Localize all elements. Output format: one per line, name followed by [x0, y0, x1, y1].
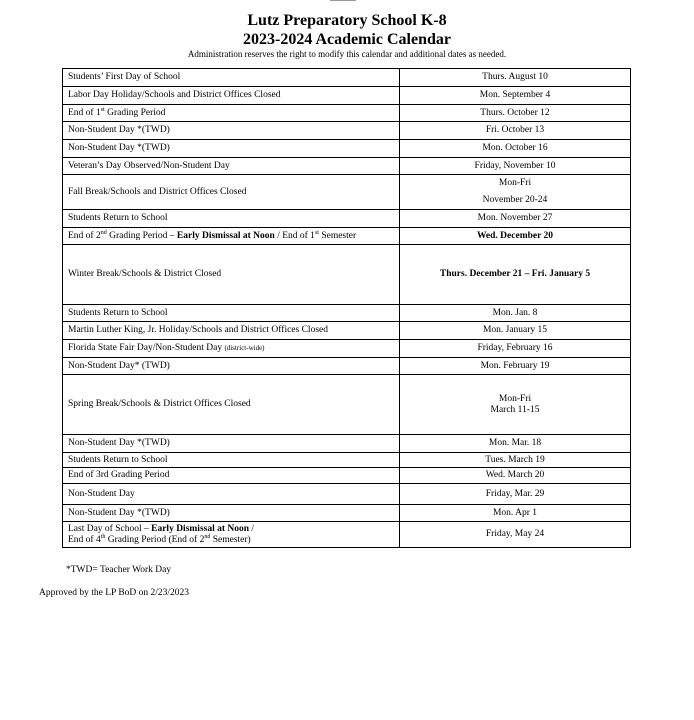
table-row [63, 210, 631, 228]
date-cell: Wed. March 20 [400, 468, 631, 484]
event-cell: Students Return to School [63, 210, 400, 228]
table-row [63, 175, 631, 210]
school-name: Lutz Preparatory School K-8 [247, 12, 447, 29]
approval-note: Approved by the LP BoD on 2/23/2023 [39, 588, 190, 598]
event-cell: End of 1st Grading Period [63, 105, 400, 122]
date-cell: Thurs. August 10 [400, 69, 631, 87]
calendar-table [62, 68, 631, 548]
date-cell: Mon. October 16 [400, 140, 631, 158]
event-cell: End of 2nd Grading Period – Early Dismissal at Noon / End of 1st Semester [63, 228, 400, 245]
date-cell: Friday, November 10 [400, 158, 631, 175]
table-row [63, 322, 631, 340]
date-cell: Mon. Mar. 18 [400, 435, 631, 453]
table-row [63, 505, 631, 522]
event-cell: Veteran’s Day Observed/Non-Student Day [63, 158, 400, 175]
date-cell: Tues. March 19 [400, 453, 631, 468]
event-cell: Martin Luther King, Jr. Holiday/Schools and District Offices Closed [63, 322, 400, 340]
date-cell: Mon-Fri March 11-15 [400, 375, 631, 435]
event-cell: Students’ First Day of School [63, 69, 400, 87]
table-row [63, 468, 631, 484]
table-row [63, 305, 631, 322]
table-row [63, 140, 631, 158]
event-cell: Students Return to School [63, 453, 400, 468]
date-cell: Mon. November 27 [400, 210, 631, 228]
event-cell: Non-Student Day *(TWD) [63, 505, 400, 522]
date-cell: Mon-Fri November 20-24 [400, 175, 631, 210]
table-row [63, 375, 631, 435]
event-cell: Labor Day Holiday/Schools and District Offices Closed [63, 87, 400, 105]
disclaimer: Administration reserves the right to modify this calendar and additional dates as needed. [187, 49, 507, 59]
table-row [63, 358, 631, 375]
event-cell: Non-Student Day *(TWD) [63, 140, 400, 158]
table-row [63, 484, 631, 505]
date-cell: Thurs. December 21 – Fri. January 5 [400, 245, 631, 305]
table-row [63, 340, 631, 358]
event-cell: Florida State Fair Day/Non-Student Day (district-wide) [63, 340, 400, 358]
event-cell: Non-Student Day *(TWD) [63, 122, 400, 140]
event-cell: Non-Student Day [63, 484, 400, 505]
event-cell: Non-Student Day *(TWD) [63, 435, 400, 453]
table-row [63, 105, 631, 122]
date-cell: Mon. February 19 [400, 358, 631, 375]
table-row [63, 69, 631, 87]
table-row [63, 435, 631, 453]
table-row [63, 245, 631, 305]
table-row [63, 158, 631, 175]
event-cell: Non-Student Day* (TWD) [63, 358, 400, 375]
page-top-mark [330, 0, 356, 4]
date-cell: Friday, May 24 [400, 522, 631, 548]
date-cell: Wed. December 20 [400, 228, 631, 245]
event-cell: Spring Break/Schools & District Offices Closed [63, 375, 400, 435]
table-row [63, 522, 631, 548]
twd-legend: *TWD= Teacher Work Day [66, 565, 172, 575]
event-cell: Fall Break/Schools and District Offices Closed [63, 175, 400, 210]
table-row [63, 453, 631, 468]
date-cell: Friday, February 16 [400, 340, 631, 358]
date-cell: Mon. Apr 1 [400, 505, 631, 522]
event-cell: Students Return to School [63, 305, 400, 322]
date-cell: Mon. September 4 [400, 87, 631, 105]
date-cell: Mon. Jan. 8 [400, 305, 631, 322]
date-cell: Thurs. October 12 [400, 105, 631, 122]
table-row [63, 122, 631, 140]
date-cell: Friday, Mar. 29 [400, 484, 631, 505]
date-cell: Fri. October 13 [400, 122, 631, 140]
date-cell: Mon. January 15 [400, 322, 631, 340]
event-cell: End of 3rd Grading Period [63, 468, 400, 484]
event-cell: Last Day of School – Early Dismissal at Noon / End of 4th Grading Period (End of 2nd Semester) [63, 522, 400, 548]
event-cell: Winter Break/Schools & District Closed [63, 245, 400, 305]
calendar-title: 2023-2024 Academic Calendar [243, 31, 451, 48]
table-row [63, 228, 631, 245]
table-row [63, 87, 631, 105]
